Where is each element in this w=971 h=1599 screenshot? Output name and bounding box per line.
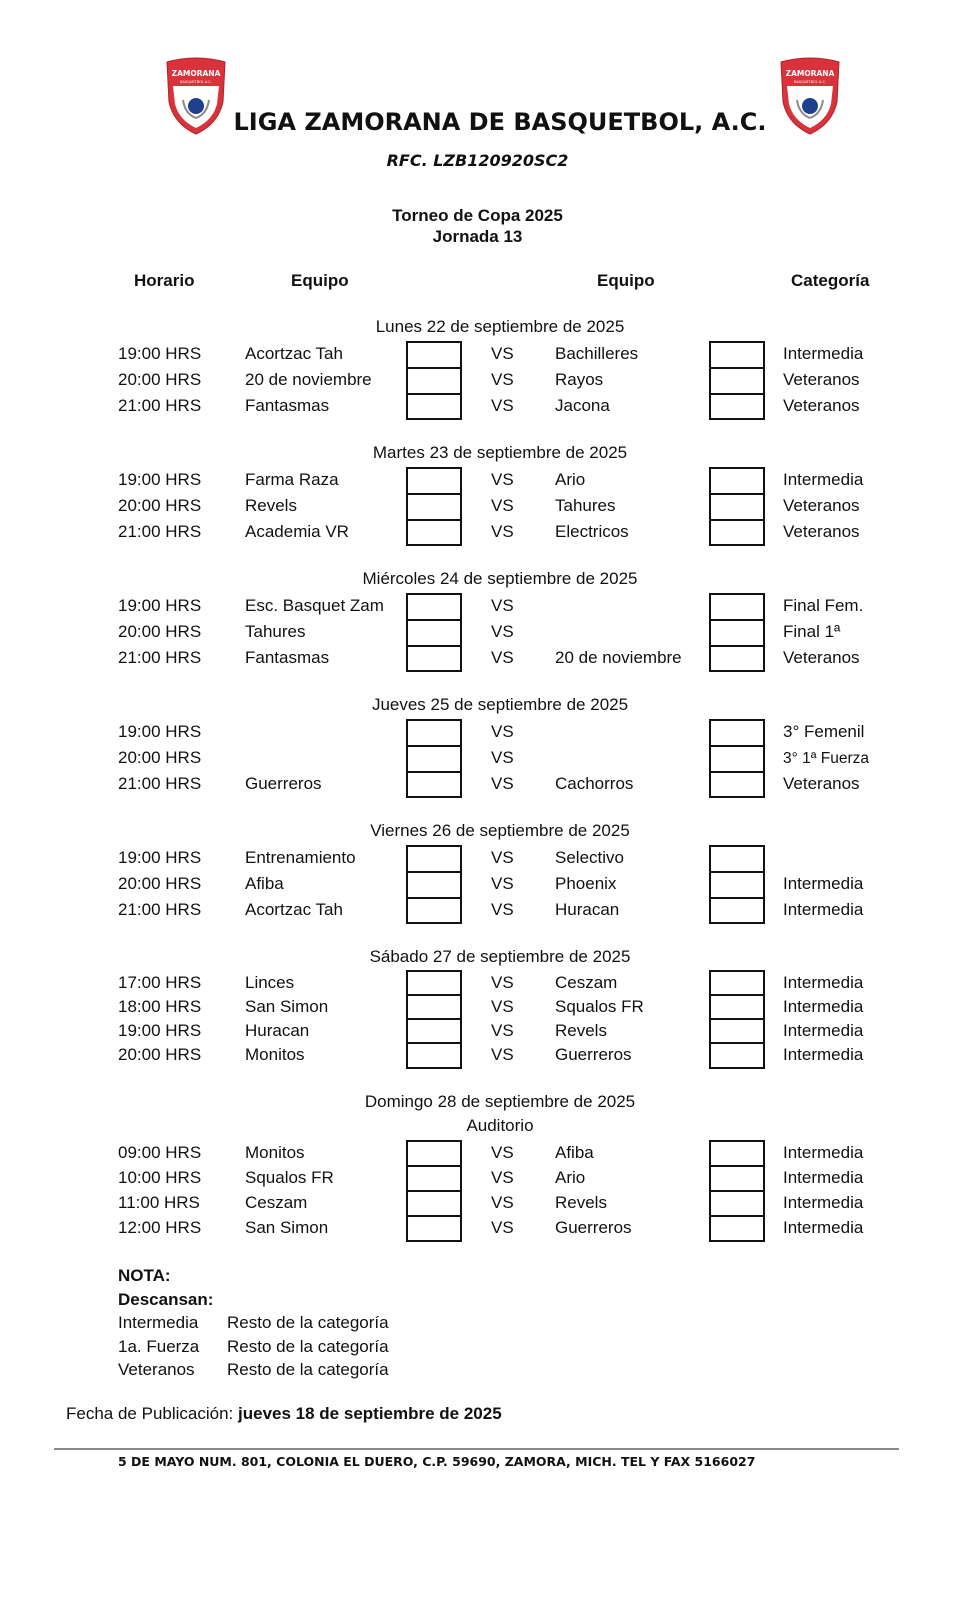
versus-label: VS [491, 848, 514, 867]
match-category: Veteranos [783, 522, 860, 541]
match-time: 18:00 HRS [118, 997, 202, 1016]
versus-label: VS [491, 496, 514, 515]
match-row [0, 771, 971, 797]
home-team: 20 de noviembre [245, 370, 372, 389]
away-score-box[interactable] [709, 771, 765, 798]
rest-category: Veteranos [118, 1360, 195, 1379]
away-score-box[interactable] [709, 970, 765, 996]
match-time: 19:00 HRS [118, 848, 202, 867]
match-row [0, 593, 971, 619]
away-score-box[interactable] [709, 897, 765, 924]
home-score-box[interactable] [406, 467, 462, 493]
match-time: 17:00 HRS [118, 973, 202, 992]
away-team: Guerreros [555, 1218, 632, 1237]
home-score-box[interactable] [406, 645, 462, 672]
match-time: 21:00 HRS [118, 522, 202, 541]
versus-label: VS [491, 900, 514, 919]
away-score-box[interactable] [709, 619, 765, 645]
home-team: Squalos FR [245, 1168, 334, 1187]
svg-text:BASQUETBOL A.C.: BASQUETBOL A.C. [180, 80, 212, 84]
footer-divider [54, 1448, 899, 1450]
match-category: Intermedia [783, 344, 864, 363]
away-team: Phoenix [555, 874, 617, 893]
match-row [0, 467, 971, 493]
versus-label: VS [491, 1218, 514, 1237]
match-row [0, 1140, 971, 1166]
versus-label: VS [491, 1143, 514, 1162]
day-title: Domingo 28 de septiembre de 2025 [364, 1092, 636, 1111]
away-team: Afiba [555, 1143, 594, 1162]
versus-label: VS [491, 973, 514, 992]
match-row [0, 393, 971, 419]
match-row [0, 619, 971, 645]
away-score-box[interactable] [709, 1042, 765, 1069]
versus-label: VS [491, 396, 514, 415]
home-team: San Simon [245, 1218, 329, 1237]
home-team: Linces [245, 973, 295, 992]
versus-label: VS [491, 1168, 514, 1187]
home-team: Monitos [245, 1045, 305, 1064]
match-time: 19:00 HRS [118, 596, 202, 615]
match-row [0, 994, 971, 1020]
away-team: Jacona [555, 396, 610, 415]
tournament-name: Torneo de Copa 2025 [392, 206, 563, 225]
versus-label: VS [491, 874, 514, 893]
versus-label: VS [491, 522, 514, 541]
match-category: Intermedia [783, 973, 864, 992]
match-category: Final Fem. [783, 596, 864, 615]
home-team: Tahures [245, 622, 306, 641]
match-row [0, 1190, 971, 1216]
match-row [0, 845, 971, 871]
match-time: 21:00 HRS [118, 648, 202, 667]
versus-label: VS [491, 997, 514, 1016]
match-row [0, 1018, 971, 1044]
match-row [0, 645, 971, 671]
away-team: Cachorros [555, 774, 634, 793]
match-category: Veteranos [783, 370, 860, 389]
away-score-box[interactable] [709, 1140, 765, 1166]
versus-label: VS [491, 370, 514, 389]
away-score-box[interactable] [709, 519, 765, 546]
organization-title: LIGA ZAMORANA DE BASQUETBOL, A.C. [233, 108, 767, 136]
versus-label: VS [491, 1045, 514, 1064]
svg-text:BASQUETBOL A.C.: BASQUETBOL A.C. [794, 80, 826, 84]
home-score-box[interactable] [406, 593, 462, 619]
versus-label: VS [491, 1021, 514, 1040]
day-title: Jueves 25 de septiembre de 2025 [371, 695, 629, 714]
away-team: Rayos [555, 370, 604, 389]
match-time: 20:00 HRS [118, 874, 202, 893]
rest-text: Resto de la categoría [227, 1313, 389, 1332]
home-score-box[interactable] [406, 745, 462, 771]
match-time: 21:00 HRS [118, 774, 202, 793]
tournament-heading [0, 205, 955, 247]
venue-subtitle: Auditorio [466, 1116, 534, 1135]
away-team: Bachilleres [555, 344, 639, 363]
match-category: Intermedia [783, 1045, 864, 1064]
match-row [0, 1042, 971, 1068]
versus-label: VS [491, 344, 514, 363]
match-row [0, 1165, 971, 1191]
match-category: Intermedia [783, 470, 864, 489]
away-score-box[interactable] [709, 871, 765, 897]
home-score-box[interactable] [406, 970, 462, 996]
home-team: San Simon [245, 997, 329, 1016]
away-team: Revels [555, 1021, 607, 1040]
svg-text:ZAMORANA: ZAMORANA [171, 69, 221, 78]
away-score-box[interactable] [709, 719, 765, 745]
publication-label: Fecha de Publicación: [66, 1404, 234, 1423]
match-category: Veteranos [783, 648, 860, 667]
home-team: Afiba [245, 874, 284, 893]
match-time: 19:00 HRS [118, 722, 202, 741]
match-category: Intermedia [783, 1143, 864, 1162]
home-score-box[interactable] [406, 771, 462, 798]
versus-label: VS [491, 622, 514, 641]
match-category: Final 1ª [783, 622, 841, 641]
match-time: 11:00 HRS [118, 1193, 200, 1212]
match-time: 20:00 HRS [118, 496, 202, 515]
match-row [0, 745, 971, 771]
match-category: Intermedia [783, 1218, 864, 1237]
home-score-box[interactable] [406, 519, 462, 546]
away-team: Huracan [555, 900, 620, 919]
match-row [0, 897, 971, 923]
home-score-box[interactable] [406, 1190, 462, 1216]
match-category: 3° 1ª Fuerza [783, 750, 870, 767]
versus-label: VS [491, 722, 514, 741]
match-time: 19:00 HRS [118, 470, 202, 489]
away-score-box[interactable] [709, 341, 765, 367]
match-category: 3° Femenil [783, 722, 865, 741]
match-time: 19:00 HRS [118, 1021, 202, 1040]
rfc-code: RFC. LZB120920SC2 [386, 151, 569, 170]
column-header-team1: Equipo [291, 271, 349, 290]
home-team: Academia VR [245, 522, 349, 541]
away-score-box[interactable] [709, 393, 765, 420]
match-category: Intermedia [783, 1193, 864, 1212]
versus-label: VS [491, 470, 514, 489]
day-title: Miércoles 24 de septiembre de 2025 [362, 569, 638, 588]
away-team: Ceszam [555, 973, 618, 992]
match-category: Veteranos [783, 496, 860, 515]
home-team: Farma Raza [245, 470, 339, 489]
publication-date [66, 1404, 502, 1424]
away-score-box[interactable] [709, 645, 765, 672]
away-team: Selectivo [555, 848, 624, 867]
home-team: Huracan [245, 1021, 310, 1040]
day-title: Viernes 26 de septiembre de 2025 [370, 821, 630, 840]
column-header-time: Horario [134, 271, 195, 290]
match-row [0, 519, 971, 545]
versus-label: VS [491, 596, 514, 615]
home-score-box[interactable] [406, 1018, 462, 1044]
column-header-team2: Equipo [597, 271, 655, 290]
match-category: Veteranos [783, 774, 860, 793]
publication-value: jueves 18 de septiembre de 2025 [238, 1404, 502, 1423]
away-score-box[interactable] [709, 367, 765, 393]
round-name: Jornada 13 [432, 227, 523, 246]
home-score-box[interactable] [406, 393, 462, 420]
away-score-box[interactable] [709, 1018, 765, 1044]
match-time: 12:00 HRS [118, 1218, 202, 1237]
away-score-box[interactable] [709, 845, 765, 871]
away-team: Squalos FR [555, 997, 644, 1016]
rest-text: Resto de la categoría [227, 1337, 389, 1356]
away-score-box[interactable] [709, 994, 765, 1020]
match-category: Intermedia [783, 874, 864, 893]
match-time: 21:00 HRS [118, 396, 202, 415]
away-team: Electricos [555, 522, 629, 541]
day-title: Martes 23 de septiembre de 2025 [372, 443, 628, 462]
home-team: Ceszam [245, 1193, 308, 1212]
rest-category: 1a. Fuerza [118, 1337, 200, 1356]
home-team: Monitos [245, 1143, 305, 1162]
away-score-box[interactable] [709, 745, 765, 771]
home-team: Acortzac Tah [245, 344, 343, 363]
footer-address: 5 DE MAYO NUM. 801, COLONIA EL DUERO, C.P. 59690, ZAMORA, MICH. TEL Y FAX 5166027 [118, 1454, 756, 1469]
rest-title: Descansan: [118, 1290, 214, 1309]
column-header-category: Categoría [791, 271, 870, 290]
match-time: 20:00 HRS [118, 370, 202, 389]
match-row [0, 719, 971, 745]
versus-label: VS [491, 748, 514, 767]
away-score-box[interactable] [709, 1215, 765, 1242]
home-team: Acortzac Tah [245, 900, 343, 919]
home-team: Fantasmas [245, 648, 330, 667]
versus-label: VS [491, 1193, 514, 1212]
match-category: Intermedia [783, 900, 864, 919]
match-row [0, 1215, 971, 1241]
home-score-box[interactable] [406, 871, 462, 897]
match-category: Intermedia [783, 1168, 864, 1187]
home-score-box[interactable] [406, 1165, 462, 1191]
match-row [0, 493, 971, 519]
match-time: 20:00 HRS [118, 622, 202, 641]
versus-label: VS [491, 774, 514, 793]
note-title: NOTA: [118, 1266, 171, 1285]
day-title: Sábado 27 de septiembre de 2025 [369, 947, 631, 966]
away-team: Revels [555, 1193, 607, 1212]
day-title: Lunes 22 de septiembre de 2025 [375, 317, 625, 336]
home-score-box[interactable] [406, 719, 462, 745]
rest-text: Resto de la categoría [227, 1360, 389, 1379]
home-score-box[interactable] [406, 341, 462, 367]
home-team: Guerreros [245, 774, 322, 793]
versus-label: VS [491, 648, 514, 667]
home-score-box[interactable] [406, 994, 462, 1020]
home-score-box[interactable] [406, 845, 462, 871]
home-score-box[interactable] [406, 1140, 462, 1166]
home-team: Revels [245, 496, 297, 515]
away-score-box[interactable] [709, 1165, 765, 1191]
away-team: Guerreros [555, 1045, 632, 1064]
match-time: 20:00 HRS [118, 748, 202, 767]
match-time: 21:00 HRS [118, 900, 202, 919]
home-score-box[interactable] [406, 1215, 462, 1242]
away-team: 20 de noviembre [555, 648, 682, 667]
svg-text:ZAMORANA: ZAMORANA [785, 69, 835, 78]
away-score-box[interactable] [709, 1190, 765, 1216]
away-score-box[interactable] [709, 493, 765, 519]
match-category: Intermedia [783, 997, 864, 1016]
match-time: 20:00 HRS [118, 1045, 202, 1064]
match-time: 09:00 HRS [118, 1143, 202, 1162]
home-score-box[interactable] [406, 493, 462, 519]
match-category: Veteranos [783, 396, 860, 415]
match-row [0, 871, 971, 897]
home-score-box[interactable] [406, 367, 462, 393]
match-row [0, 367, 971, 393]
match-time: 10:00 HRS [118, 1168, 202, 1187]
match-row [0, 341, 971, 367]
rest-category: Intermedia [118, 1313, 199, 1332]
home-score-box[interactable] [406, 619, 462, 645]
away-team: Ario [555, 470, 586, 489]
match-time: 19:00 HRS [118, 344, 202, 363]
home-score-box[interactable] [406, 1042, 462, 1069]
home-score-box[interactable] [406, 897, 462, 924]
match-row [0, 970, 971, 996]
home-team: Fantasmas [245, 396, 330, 415]
home-team: Esc. Basquet Zam [245, 596, 384, 615]
away-team: Ario [555, 1168, 586, 1187]
home-team: Entrenamiento [245, 848, 356, 867]
away-score-box[interactable] [709, 467, 765, 493]
away-score-box[interactable] [709, 593, 765, 619]
away-team: Tahures [555, 496, 616, 515]
match-category: Intermedia [783, 1021, 864, 1040]
